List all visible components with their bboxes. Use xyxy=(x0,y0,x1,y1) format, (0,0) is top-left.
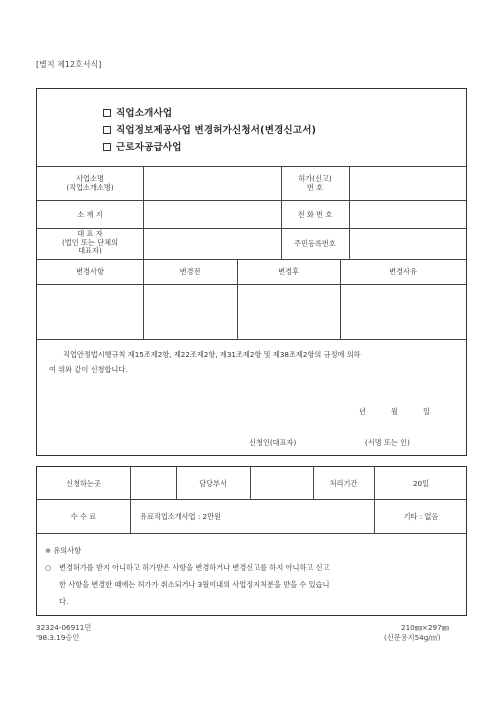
notes-line-1: 변경허가를 받지 아니하고 허가받은 사항을 변경하거나 변경신고를 하지 아니하고 신고 xyxy=(59,563,330,572)
paper-size: 210㎜×297㎜ xyxy=(401,623,449,632)
approval-date: '98.3.19승인 xyxy=(36,633,80,642)
department-label: 담당부서 xyxy=(199,479,227,488)
form-code: 32324-06911민 xyxy=(36,623,92,632)
resident-number-label: 주민등록번호 xyxy=(294,239,336,248)
fee-label: 수 수 료 xyxy=(70,512,97,521)
processing-info-box xyxy=(36,466,467,616)
checkbox[interactable] xyxy=(103,126,111,134)
declaration-line-1: 직업안정법시행규칙 제15조제2항, 제22조제2항, 제31조제2항 및 제38조제2항의 규정에 의하 xyxy=(63,350,361,359)
notes-line-3: 다. xyxy=(59,597,69,606)
business-name-field[interactable] xyxy=(144,167,280,199)
permit-number-label: 허가(신고) 번 호 xyxy=(298,174,332,192)
title-line-1: 직업소개사업 xyxy=(116,108,173,119)
title-option-job-info xyxy=(103,122,316,136)
notes-heading: ※ 유의사항 xyxy=(45,546,82,555)
business-name-label: 사업소명 (직업소개소명) xyxy=(66,174,114,192)
address-field[interactable] xyxy=(144,201,280,227)
title-option-job-placement xyxy=(103,105,172,119)
processing-period-label: 처리기간 xyxy=(329,479,358,488)
representative-label: 대 표 자 (법인 또는 단체의 대표자) xyxy=(62,229,118,255)
department-field[interactable] xyxy=(251,468,312,498)
address-label: 소 재 지 xyxy=(77,210,103,219)
fee-other: 기타 : 없음 xyxy=(403,512,439,521)
date-month-label: 월 xyxy=(391,407,398,416)
paper-type: (신문용지54g/㎡) xyxy=(384,633,441,642)
checkbox[interactable] xyxy=(103,143,111,151)
date-year-label: 년 xyxy=(359,407,366,416)
after-change-header: 변경후 xyxy=(278,267,299,276)
notes-line-2: 한 사항을 변경한 때에는 허가가 취소되거나 3월이내의 사업정지처분을 받을 수 있습니 xyxy=(59,580,330,589)
change-reason-header: 변경사유 xyxy=(389,267,417,276)
after-change-field[interactable] xyxy=(238,285,339,338)
checkbox[interactable] xyxy=(103,109,111,117)
representative-field[interactable] xyxy=(144,229,280,258)
applicant-label: 신청인(대표자) xyxy=(249,438,297,447)
submit-to-label: 신청하는곳 xyxy=(66,479,101,488)
before-change-field[interactable] xyxy=(144,285,236,338)
application-form xyxy=(36,88,467,456)
permit-number-field[interactable] xyxy=(350,167,466,199)
form-title: 직업정보제공사업 변경허가신청서(변경신고서) xyxy=(116,125,317,136)
processing-period-value: 20일 xyxy=(412,479,430,488)
change-reason-field[interactable] xyxy=(341,285,466,338)
resident-number-field[interactable] xyxy=(350,229,466,258)
fee-value: 유료직업소개사업 : 2만원 xyxy=(140,512,221,521)
declaration-line-2: 여 위와 같이 신청합니다. xyxy=(49,365,128,374)
change-item-field[interactable] xyxy=(38,285,142,338)
change-item-header: 변경사항 xyxy=(76,267,104,276)
form-number: [별지 제12호서식] xyxy=(36,60,102,69)
submit-to-field[interactable] xyxy=(131,468,175,498)
bullet-icon: ○ xyxy=(45,563,52,572)
title-option-worker-supply xyxy=(103,139,182,153)
title-line-3: 근로자공급사업 xyxy=(116,142,182,153)
before-change-header: 변경전 xyxy=(179,267,201,276)
signature-label: (서명 또는 인) xyxy=(365,438,410,447)
phone-label: 전 화 번 호 xyxy=(297,210,333,219)
phone-field[interactable] xyxy=(350,201,466,227)
date-day-label: 일 xyxy=(423,407,430,416)
